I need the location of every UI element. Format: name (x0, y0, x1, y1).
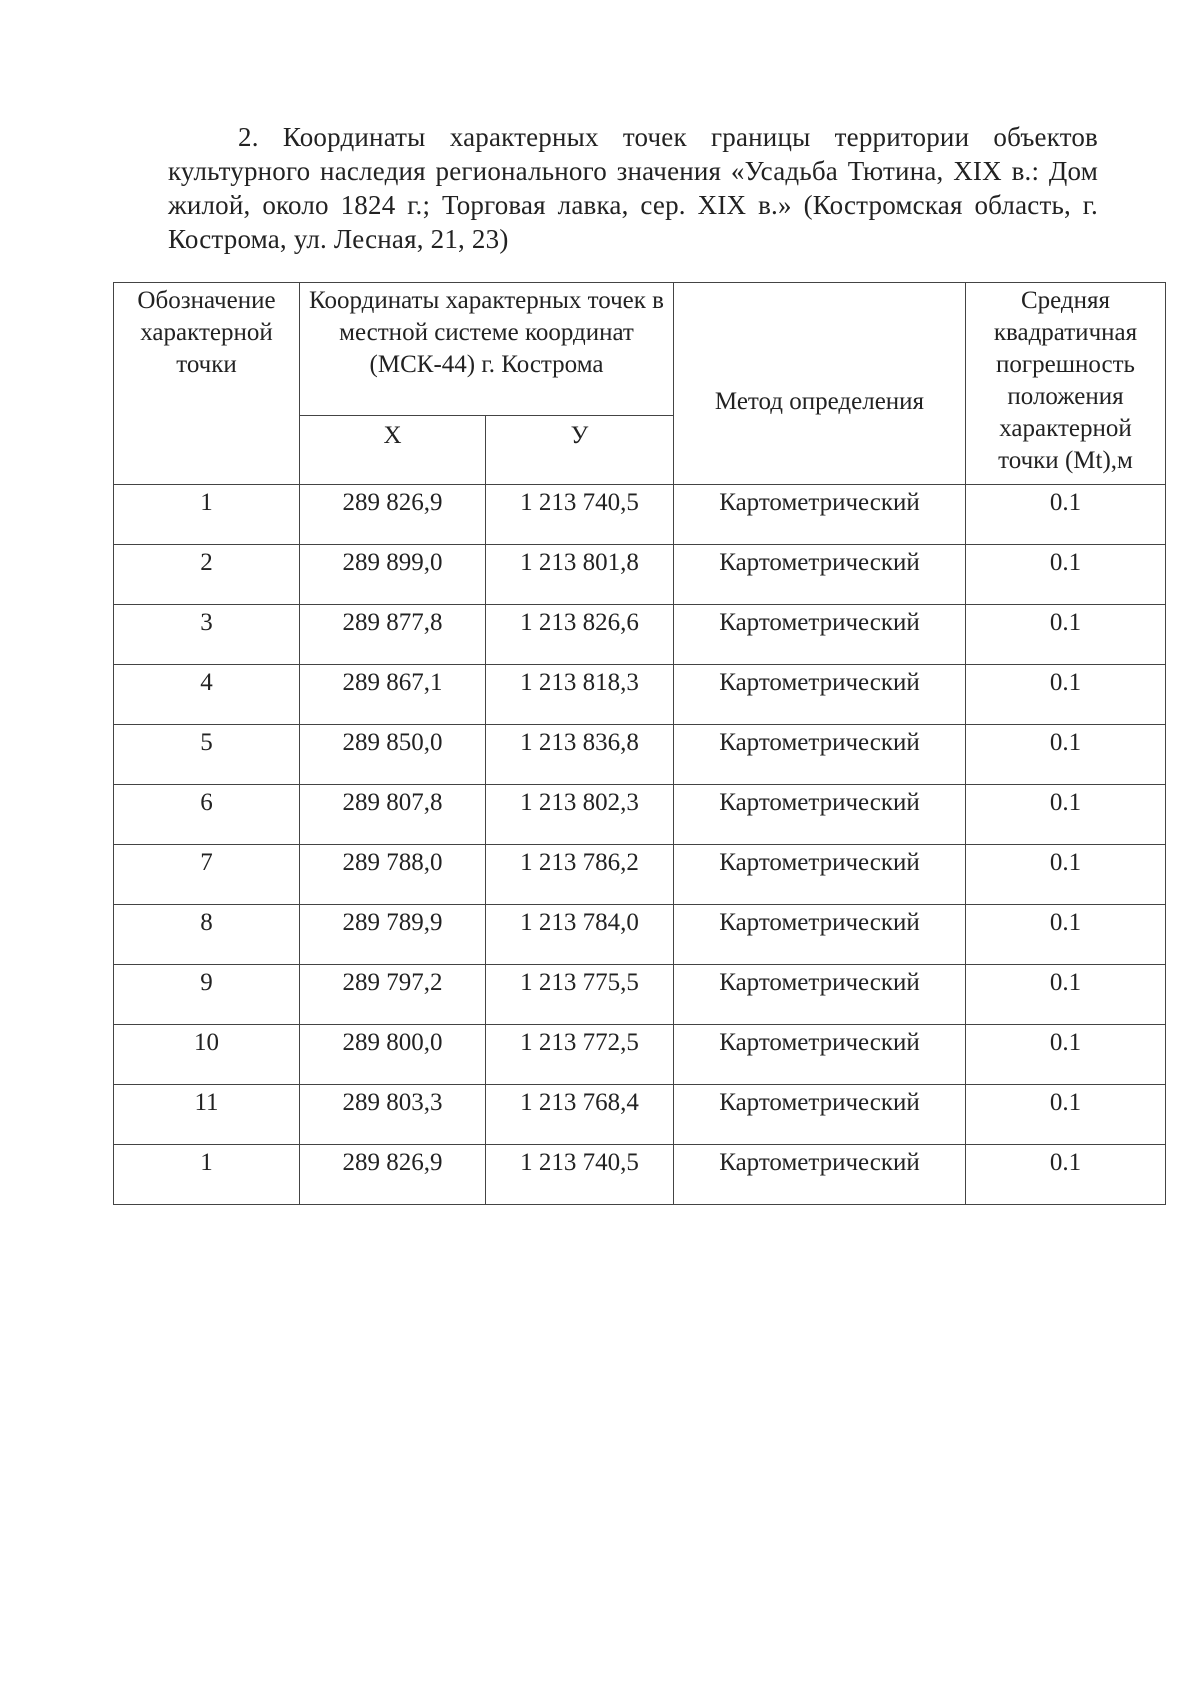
cell-method: Картометрический (674, 785, 966, 845)
table-row (114, 1025, 1166, 1085)
cell-x: 289 788,0 (300, 845, 486, 905)
cell-point: 1 (114, 1145, 300, 1205)
table-row (114, 485, 1166, 545)
cell-y: 1 213 818,3 (486, 665, 674, 725)
cell-point: 3 (114, 605, 300, 665)
table-row (114, 665, 1166, 725)
cell-error: 0.1 (966, 545, 1166, 605)
cell-error: 0.1 (966, 905, 1166, 965)
cell-point: 11 (114, 1085, 300, 1145)
cell-y: 1 213 740,5 (486, 1145, 674, 1205)
cell-y: 1 213 775,5 (486, 965, 674, 1025)
cell-y: 1 213 836,8 (486, 725, 674, 785)
cell-method: Картометрический (674, 1025, 966, 1085)
cell-error: 0.1 (966, 845, 1166, 905)
cell-x: 289 797,2 (300, 965, 486, 1025)
cell-point: 6 (114, 785, 300, 845)
cell-method: Картометрический (674, 1145, 966, 1205)
coordinates-table (113, 282, 1166, 1205)
section-heading-text: 2. Координаты характерных точек границы территории объектов культурного наследия регионального значения «Усадьба Тютина, XIX в.: Дом жилой, около 1824 г.; Торговая лавка, сер. XIX в.» (Костромская область, г. Кострома, ул. Лесная, 21, 23) (168, 122, 1098, 254)
header-error: Средняя квадратичная погрешность положения характерной точки (Mt),м (966, 283, 1166, 485)
cell-x: 289 899,0 (300, 545, 486, 605)
cell-method: Картометрический (674, 605, 966, 665)
cell-method: Картометрический (674, 845, 966, 905)
table-row (114, 1145, 1166, 1205)
cell-x: 289 826,9 (300, 485, 486, 545)
table-row (114, 605, 1166, 665)
cell-error: 0.1 (966, 605, 1166, 665)
cell-point: 2 (114, 545, 300, 605)
cell-x: 289 789,9 (300, 905, 486, 965)
cell-error: 0.1 (966, 785, 1166, 845)
cell-method: Картометрический (674, 905, 966, 965)
cell-x: 289 850,0 (300, 725, 486, 785)
cell-y: 1 213 740,5 (486, 485, 674, 545)
cell-point: 5 (114, 725, 300, 785)
cell-point: 10 (114, 1025, 300, 1085)
cell-method: Картометрический (674, 965, 966, 1025)
header-coordinates: Координаты характерных точек в местной системе координат (МСК-44) г. Кострома (300, 283, 674, 416)
cell-y: 1 213 768,4 (486, 1085, 674, 1145)
table-row (114, 965, 1166, 1025)
cell-x: 289 826,9 (300, 1145, 486, 1205)
cell-method: Картометрический (674, 485, 966, 545)
cell-point: 8 (114, 905, 300, 965)
cell-method: Картометрический (674, 1085, 966, 1145)
header-x: Х (300, 416, 486, 485)
table-body (114, 485, 1166, 1205)
cell-error: 0.1 (966, 1085, 1166, 1145)
cell-point: 1 (114, 485, 300, 545)
table-row (114, 1085, 1166, 1145)
table-row (114, 545, 1166, 605)
cell-method: Картометрический (674, 665, 966, 725)
cell-error: 0.1 (966, 965, 1166, 1025)
table-row (114, 845, 1166, 905)
cell-x: 289 877,8 (300, 605, 486, 665)
cell-error: 0.1 (966, 1145, 1166, 1205)
cell-y: 1 213 801,8 (486, 545, 674, 605)
cell-y: 1 213 784,0 (486, 905, 674, 965)
cell-x: 289 867,1 (300, 665, 486, 725)
cell-x: 289 807,8 (300, 785, 486, 845)
cell-point: 7 (114, 845, 300, 905)
header-method: Метод определения (674, 283, 966, 485)
table-row (114, 725, 1166, 785)
cell-error: 0.1 (966, 725, 1166, 785)
header-y: У (486, 416, 674, 485)
cell-error: 0.1 (966, 665, 1166, 725)
cell-method: Картометрический (674, 725, 966, 785)
cell-x: 289 800,0 (300, 1025, 486, 1085)
cell-error: 0.1 (966, 485, 1166, 545)
section-heading (168, 120, 1098, 256)
cell-y: 1 213 802,3 (486, 785, 674, 845)
cell-x: 289 803,3 (300, 1085, 486, 1145)
cell-y: 1 213 772,5 (486, 1025, 674, 1085)
cell-y: 1 213 826,6 (486, 605, 674, 665)
cell-method: Картометрический (674, 545, 966, 605)
cell-error: 0.1 (966, 1025, 1166, 1085)
cell-point: 9 (114, 965, 300, 1025)
cell-point: 4 (114, 665, 300, 725)
cell-y: 1 213 786,2 (486, 845, 674, 905)
table-row (114, 785, 1166, 845)
table-row (114, 905, 1166, 965)
header-designation: Обозначение характерной точки (114, 283, 300, 485)
